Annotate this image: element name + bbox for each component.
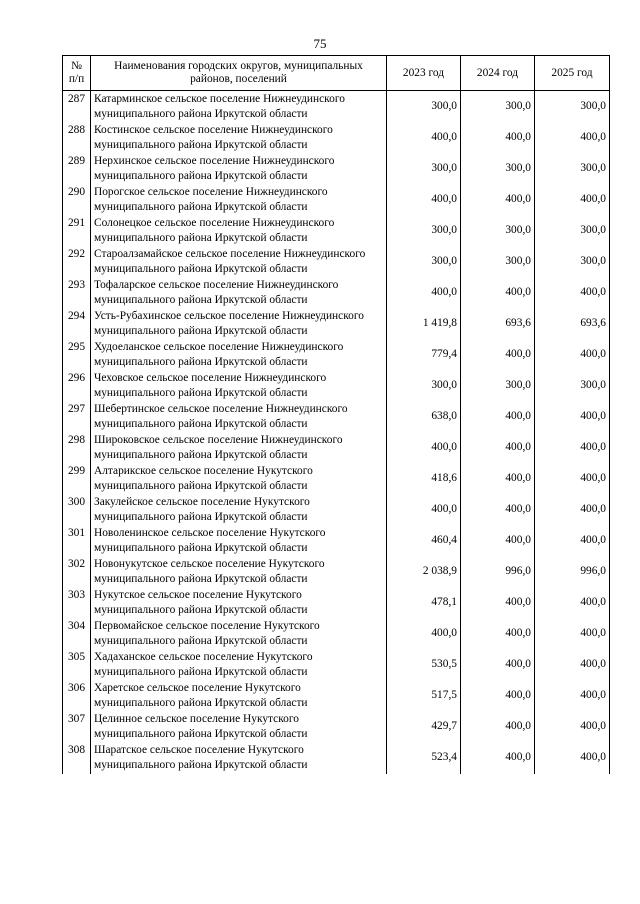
cell-2024: 400,0 <box>461 463 535 494</box>
table-row <box>63 649 610 680</box>
cell-2023: 530,5 <box>387 649 461 680</box>
cell-2024: 400,0 <box>461 184 535 215</box>
cell-name: Первомайское сельское поселение Нукутского муниципального района Иркутской области <box>91 618 387 649</box>
cell-2023: 400,0 <box>387 277 461 308</box>
cell-2025: 400,0 <box>535 432 610 463</box>
table-row <box>63 370 610 401</box>
table-row <box>63 277 610 308</box>
table-row <box>63 463 610 494</box>
table-row <box>63 525 610 556</box>
cell-2025: 400,0 <box>535 463 610 494</box>
cell-2025: 400,0 <box>535 277 610 308</box>
cell-2024: 400,0 <box>461 649 535 680</box>
cell-2024: 300,0 <box>461 246 535 277</box>
cell-2024: 693,6 <box>461 308 535 339</box>
cell-2023: 1 419,8 <box>387 308 461 339</box>
header-2025: 2025 год <box>535 56 610 91</box>
cell-num: 308 <box>63 742 91 774</box>
cell-num: 296 <box>63 370 91 401</box>
table-body <box>63 91 610 774</box>
cell-2023: 400,0 <box>387 432 461 463</box>
cell-name: Алтарикское сельское поселение Нукутского муниципального района Иркутской области <box>91 463 387 494</box>
cell-name: Шебертинское сельское поселение Нижнеудинского муниципального района Иркутской области <box>91 401 387 432</box>
cell-2024: 400,0 <box>461 525 535 556</box>
cell-2023: 300,0 <box>387 153 461 184</box>
cell-2023: 400,0 <box>387 494 461 525</box>
table-row <box>63 91 610 123</box>
cell-name: Староалзамайское сельское поселение Нижнеудинского муниципального района Иркутской области <box>91 246 387 277</box>
cell-num: 290 <box>63 184 91 215</box>
table-header-row <box>63 56 610 91</box>
cell-num: 294 <box>63 308 91 339</box>
cell-2024: 300,0 <box>461 370 535 401</box>
cell-num: 292 <box>63 246 91 277</box>
table-row <box>63 184 610 215</box>
cell-name: Закулейское сельское поселение Нукутского муниципального района Иркутской области <box>91 494 387 525</box>
cell-2024: 400,0 <box>461 277 535 308</box>
cell-2023: 517,5 <box>387 680 461 711</box>
cell-2024: 400,0 <box>461 680 535 711</box>
cell-num: 301 <box>63 525 91 556</box>
cell-num: 298 <box>63 432 91 463</box>
cell-2025: 300,0 <box>535 153 610 184</box>
cell-2023: 460,4 <box>387 525 461 556</box>
cell-2025: 400,0 <box>535 587 610 618</box>
cell-num: 304 <box>63 618 91 649</box>
table-row <box>63 494 610 525</box>
cell-num: 302 <box>63 556 91 587</box>
cell-name: Новоленинское сельское поселение Нукутского муниципального района Иркутской области <box>91 525 387 556</box>
cell-2025: 400,0 <box>535 680 610 711</box>
cell-2023: 2 038,9 <box>387 556 461 587</box>
cell-2024: 300,0 <box>461 215 535 246</box>
table-row <box>63 401 610 432</box>
table-row <box>63 556 610 587</box>
cell-2024: 400,0 <box>461 494 535 525</box>
cell-2024: 300,0 <box>461 153 535 184</box>
cell-2025: 300,0 <box>535 246 610 277</box>
cell-name: Чеховское сельское поселение Нижнеудинского муниципального района Иркутской области <box>91 370 387 401</box>
cell-2023: 400,0 <box>387 184 461 215</box>
cell-name: Тофаларское сельское поселение Нижнеудинского муниципального района Иркутской области <box>91 277 387 308</box>
cell-2025: 300,0 <box>535 215 610 246</box>
cell-2024: 400,0 <box>461 742 535 774</box>
header-num: № п/п <box>63 56 91 91</box>
cell-num: 300 <box>63 494 91 525</box>
cell-2023: 300,0 <box>387 91 461 123</box>
cell-2025: 400,0 <box>535 525 610 556</box>
table-row <box>63 246 610 277</box>
cell-2023: 300,0 <box>387 370 461 401</box>
table-row <box>63 122 610 153</box>
cell-name: Худоеланское сельское поселение Нижнеудинского муниципального района Иркутской области <box>91 339 387 370</box>
table-row <box>63 587 610 618</box>
cell-name: Новонукутское сельское поселение Нукутского муниципального района Иркутской области <box>91 556 387 587</box>
cell-2024: 400,0 <box>461 432 535 463</box>
cell-2023: 429,7 <box>387 711 461 742</box>
cell-name: Катарминское сельское поселение Нижнеудинского муниципального района Иркутской области <box>91 91 387 123</box>
cell-name: Хадаханское сельское поселение Нукутского муниципального района Иркутской области <box>91 649 387 680</box>
cell-num: 303 <box>63 587 91 618</box>
cell-name: Нерхинское сельское поселение Нижнеудинского муниципального района Иркутской области <box>91 153 387 184</box>
table-row <box>63 680 610 711</box>
header-name: Наименования городских округов, муниципальных районов, поселений <box>91 56 387 91</box>
cell-name: Усть-Рубахинское сельское поселение Нижнеудинского муниципального района Иркутской области <box>91 308 387 339</box>
cell-2024: 400,0 <box>461 339 535 370</box>
cell-2025: 400,0 <box>535 401 610 432</box>
table-row <box>63 215 610 246</box>
cell-2025: 400,0 <box>535 339 610 370</box>
cell-2025: 400,0 <box>535 122 610 153</box>
cell-name: Широковское сельское поселение Нижнеудинского муниципального района Иркутской области <box>91 432 387 463</box>
cell-num: 288 <box>63 122 91 153</box>
header-2023: 2023 год <box>387 56 461 91</box>
cell-2025: 996,0 <box>535 556 610 587</box>
cell-2023: 300,0 <box>387 246 461 277</box>
cell-2023: 779,4 <box>387 339 461 370</box>
cell-2025: 400,0 <box>535 618 610 649</box>
cell-num: 295 <box>63 339 91 370</box>
cell-name: Порогское сельское поселение Нижнеудинского муниципального района Иркутской области <box>91 184 387 215</box>
cell-2025: 400,0 <box>535 711 610 742</box>
cell-num: 289 <box>63 153 91 184</box>
table-row <box>63 742 610 774</box>
cell-2023: 638,0 <box>387 401 461 432</box>
cell-2024: 400,0 <box>461 711 535 742</box>
cell-num: 305 <box>63 649 91 680</box>
cell-2023: 300,0 <box>387 215 461 246</box>
cell-2023: 478,1 <box>387 587 461 618</box>
cell-2025: 300,0 <box>535 91 610 123</box>
cell-2023: 523,4 <box>387 742 461 774</box>
cell-name: Целинное сельское поселение Нукутского муниципального района Иркутской области <box>91 711 387 742</box>
cell-2025: 400,0 <box>535 184 610 215</box>
cell-2025: 400,0 <box>535 649 610 680</box>
cell-num: 291 <box>63 215 91 246</box>
cell-name: Нукутское сельское поселение Нукутского муниципального района Иркутской области <box>91 587 387 618</box>
cell-2024: 400,0 <box>461 401 535 432</box>
cell-2023: 400,0 <box>387 122 461 153</box>
cell-name: Костинское сельское поселение Нижнеудинского муниципального района Иркутской области <box>91 122 387 153</box>
cell-2024: 300,0 <box>461 91 535 123</box>
cell-name: Солонецкое сельское поселение Нижнеудинского муниципального района Иркутской области <box>91 215 387 246</box>
cell-2024: 400,0 <box>461 122 535 153</box>
budget-table <box>62 55 610 774</box>
table-row <box>63 308 610 339</box>
cell-2024: 400,0 <box>461 618 535 649</box>
cell-2025: 400,0 <box>535 494 610 525</box>
cell-num: 307 <box>63 711 91 742</box>
table-row <box>63 618 610 649</box>
cell-name: Харетское сельское поселение Нукутского муниципального района Иркутской области <box>91 680 387 711</box>
cell-name: Шаратское сельское поселение Нукутского муниципального района Иркутской области <box>91 742 387 774</box>
cell-2024: 400,0 <box>461 587 535 618</box>
table-row <box>63 153 610 184</box>
cell-2023: 400,0 <box>387 618 461 649</box>
cell-2025: 300,0 <box>535 370 610 401</box>
cell-num: 306 <box>63 680 91 711</box>
cell-num: 299 <box>63 463 91 494</box>
table-row <box>63 432 610 463</box>
cell-2025: 693,6 <box>535 308 610 339</box>
cell-num: 293 <box>63 277 91 308</box>
cell-2023: 418,6 <box>387 463 461 494</box>
cell-2025: 400,0 <box>535 742 610 774</box>
cell-num: 297 <box>63 401 91 432</box>
cell-num: 287 <box>63 91 91 123</box>
header-2024: 2024 год <box>461 56 535 91</box>
table-row <box>63 339 610 370</box>
page-number: 75 <box>313 36 327 51</box>
cell-2024: 996,0 <box>461 556 535 587</box>
table-row <box>63 711 610 742</box>
